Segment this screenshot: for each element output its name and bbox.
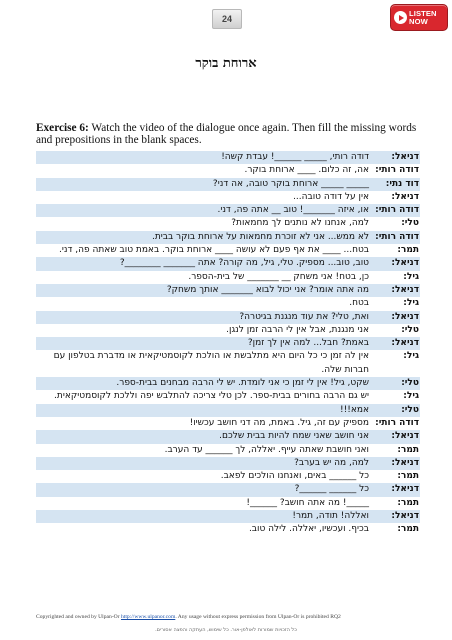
speaker-name: תמר: bbox=[397, 245, 419, 256]
dialogue-line: או, איזה _______! טוב __ אתה פה, דני. bbox=[217, 205, 369, 216]
dialogue-row bbox=[36, 430, 420, 443]
exercise-instructions bbox=[36, 122, 421, 147]
dialogue-row bbox=[36, 510, 420, 523]
speaker-name: גיל: bbox=[403, 391, 419, 402]
speaker-name: דודה רותי: bbox=[375, 417, 419, 428]
copyright-footer: Copyrighted and owned by Ulpan-Or http://www.ulpanor.com. Any usage without express permission from Ulpan-Or is prohibited RQ2 bbox=[36, 614, 341, 620]
dialogue-line: אני מנגנת, אבל אין לי הרבה זמן לנגן. bbox=[226, 324, 369, 335]
dialogue-line: _____ _____ ארוחת בוקר טובה, אה דני? bbox=[212, 178, 369, 189]
speaker-name: דניאל: bbox=[391, 191, 419, 202]
dialogue-row bbox=[36, 497, 420, 510]
dialogue-row bbox=[36, 324, 420, 337]
dialogue-line: יש גם הרבה בחורים בבית-ספר. לכן טלי צריכה להתלבש יפה וללכת לקוסמטיקאית. bbox=[54, 391, 369, 402]
dialogue-line: אני חושב שאני שמח להיות בבית שלכם. bbox=[219, 431, 369, 442]
dialogue-row bbox=[36, 271, 420, 284]
speaker-name: גיל: bbox=[403, 271, 419, 282]
dialogue-line: בטח... ____ את אף פעם לא עושה ____ ארוחת בוקר. באמת טוב שאתה פה, דני. bbox=[59, 245, 369, 256]
speaker-name: דוד נתי: bbox=[385, 178, 419, 189]
dialogue-line: בכיף. ועכשיו, יאללה. לילה טוב. bbox=[248, 524, 369, 535]
dialogue-line: _____! מה אתה חושב? ______! bbox=[246, 497, 369, 508]
speaker-name: דניאל: bbox=[391, 431, 419, 442]
dialogue-row bbox=[36, 257, 420, 270]
speaker-name: תמר: bbox=[397, 497, 419, 508]
page-code: RQ2 bbox=[330, 614, 341, 620]
dialogue-row bbox=[36, 217, 420, 230]
dialogue-line: דודה רותי, _____ ______! עבדת קשה! bbox=[221, 152, 369, 162]
dialogue-line: כן, בטח! אני משחק __ _______ של בית-הספר. bbox=[188, 271, 369, 282]
speaker-name: טלי: bbox=[401, 218, 419, 229]
speaker-name: דניאל: bbox=[391, 152, 419, 162]
dialogue-line: למה, אנחנו לא נותנים לך מחמאות? bbox=[231, 218, 369, 229]
dialogue-row bbox=[36, 178, 420, 191]
dialogue-line: אה, זה כלום. ____ ארוחת בוקר. bbox=[244, 165, 369, 176]
speaker-name: טלי: bbox=[401, 324, 419, 335]
speaker-name: דודה רותי: bbox=[375, 231, 419, 242]
exercise-label: Exercise 6: bbox=[36, 122, 89, 134]
speaker-name: תמר: bbox=[397, 471, 419, 482]
speaker-name: דניאל: bbox=[391, 311, 419, 322]
dialogue-line: אין לה זמן כי כל היום היא מתלבשת או הולכת לקוסמטיקאית או מדברת בטלפון עם חברות שלה. bbox=[53, 351, 369, 375]
speaker-name: דודה רותי: bbox=[375, 165, 419, 176]
dialogue-line: באמת? חבל... למה אין לך זמן? bbox=[247, 338, 369, 349]
dialogue-row bbox=[36, 284, 420, 297]
dialogue-row bbox=[36, 311, 420, 324]
speaker-name: טלי: bbox=[401, 378, 419, 389]
dialogue-row bbox=[36, 444, 420, 457]
ulpanor-link[interactable]: http://www.ulpanor.com bbox=[120, 614, 176, 620]
speaker-name: תמר: bbox=[397, 524, 419, 535]
dialogue-row bbox=[36, 297, 420, 310]
dialogue-row bbox=[36, 377, 420, 390]
dialogue-row bbox=[36, 350, 420, 377]
dialogue-line: מה אתה אומר? אני יכול לבוא _______ אותך משחק? bbox=[166, 284, 369, 295]
dialogue-row bbox=[36, 151, 420, 164]
exercise-text: Watch the video of the dialogue once again. Then fill the missing words and prepositions in the blank spaces. bbox=[36, 122, 417, 147]
dialogue-row bbox=[36, 417, 420, 430]
dialogue-line: שקט, גיל! אין לי זמן כי אני לומדת. יש לי הרבה מבחנים בבית-ספר. bbox=[116, 378, 369, 389]
speaker-name: גיל: bbox=[403, 351, 419, 362]
speaker-name: דניאל: bbox=[391, 258, 419, 269]
speaker-name: דניאל: bbox=[391, 457, 419, 468]
dialogue-line: ואת, טלי? את עוד מנגנת בגיטרה? bbox=[239, 311, 369, 322]
dialogue-line: מספיק עם זה, גיל. באמת, מה דני חושב עכשיו! bbox=[189, 417, 369, 428]
speaker-name: דודה רותי: bbox=[375, 205, 419, 216]
speaker-name: דניאל: bbox=[391, 338, 419, 349]
dialogue-row bbox=[36, 404, 420, 417]
dialogue-row bbox=[36, 457, 420, 470]
hebrew-copyright-notice: כל הזכויות שמורות לאולפן-אור. כל שימוש, העתקה והפצה אסורים. bbox=[155, 627, 297, 633]
play-icon bbox=[394, 11, 407, 24]
dialogue-table bbox=[36, 151, 420, 537]
dialogue-row bbox=[36, 390, 420, 403]
dialogue-row bbox=[36, 204, 420, 217]
dialogue-line: בטח. bbox=[349, 298, 369, 309]
dialogue-line: אין על דודה טובה... bbox=[293, 191, 369, 202]
dialogue-row bbox=[36, 244, 420, 257]
page-number: 24 bbox=[212, 9, 242, 29]
dialogue-line: ואני חושבת שאתה עייף. יאללה, לך ______ עד הערב. bbox=[164, 444, 369, 455]
dialogue-row bbox=[36, 483, 420, 496]
listen-now-label: LISTEN NOW bbox=[409, 8, 437, 26]
dialogue-row bbox=[36, 164, 420, 177]
speaker-name: דניאל: bbox=[391, 284, 419, 295]
listen-now-button[interactable] bbox=[390, 4, 448, 31]
dialogue-row bbox=[36, 231, 420, 244]
dialogue-line: טוב, טוב... מספיק. טלי, גיל, מה קורה? אתה _______ ________? bbox=[119, 258, 369, 269]
dialogue-row bbox=[36, 470, 420, 483]
speaker-name: טלי: bbox=[401, 404, 419, 415]
speaker-name: דניאל: bbox=[391, 511, 419, 522]
dialogue-line: כל ______ ______? bbox=[294, 484, 369, 495]
speaker-name: דניאל: bbox=[391, 484, 419, 495]
speaker-name: גיל: bbox=[403, 298, 419, 309]
dialogue-line: ואללה! תודה, תמר! bbox=[292, 511, 369, 522]
dialogue-line: אמא!!! bbox=[340, 404, 369, 415]
speaker-name: תמר: bbox=[397, 444, 419, 455]
dialogue-line: כל ______ באים, ואנחנו הולכים לפאב. bbox=[220, 471, 369, 482]
page-title: ארוחת בוקר bbox=[195, 56, 257, 71]
dialogue-line: למה, מה יש בערב? bbox=[294, 457, 369, 468]
dialogue-row bbox=[36, 337, 420, 350]
dialogue-line: לא ממש... אני לא זוכרת מחמאות על ארוחת בוקר בבית. bbox=[151, 231, 369, 242]
dialogue-row bbox=[36, 191, 420, 204]
dialogue-row bbox=[36, 523, 420, 536]
